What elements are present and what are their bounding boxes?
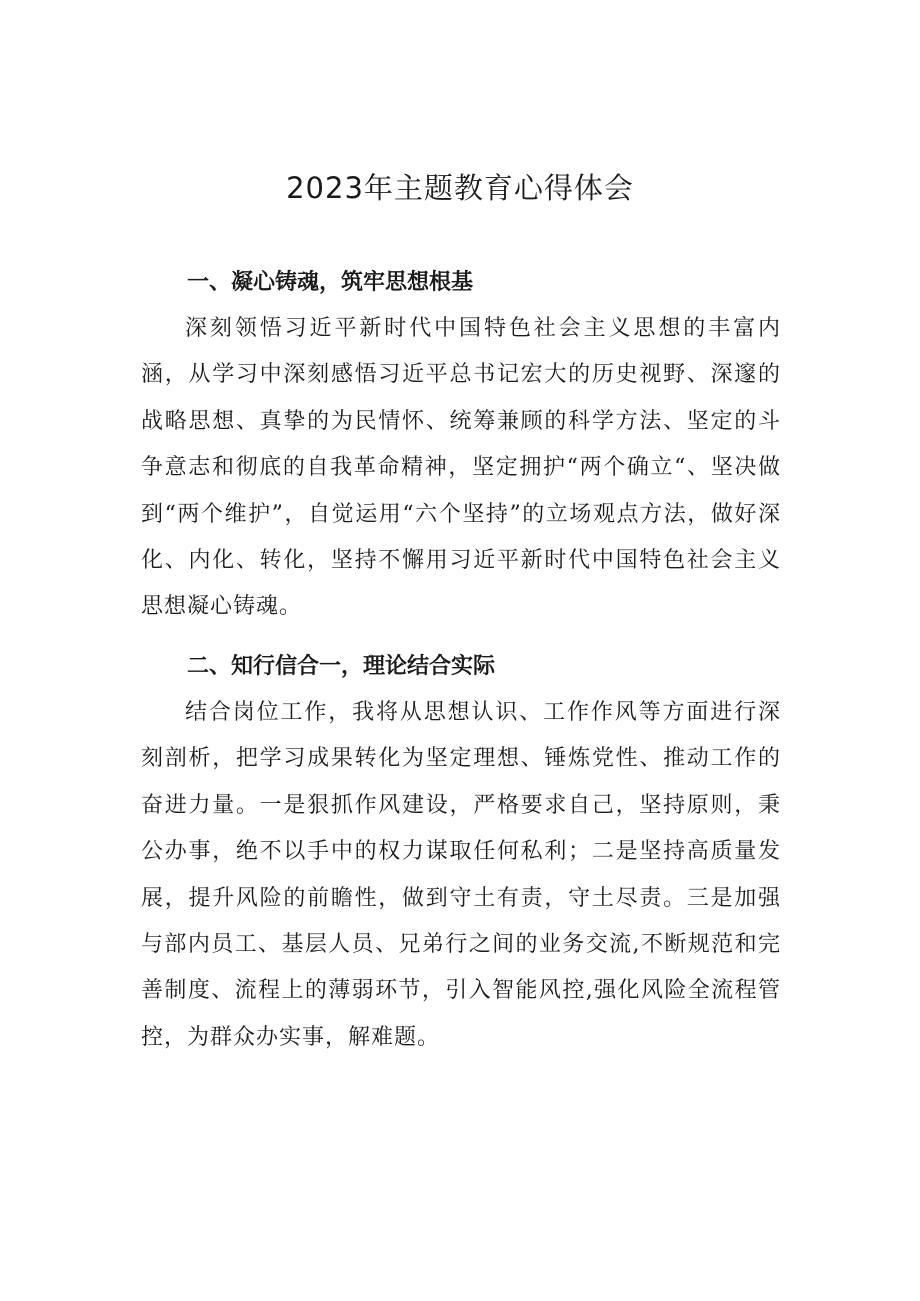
section-2: [141, 644, 781, 1061]
section-1-paragraph: 深刻领悟习近平新时代中国特色社会主义思想的丰富内涵，从学习中深刻感悟习近平总书记宏大的历史视野、深邃的战略思想、真挚的为民情怀、统筹兼顾的科学方法、坚定的斗争意志和彻底的自我革命精神，坚定拥护“两个确立“、坚决做到“两个维护”，自觉运用“六个坚持”的立场观点方法，做好深化、内化、转化，坚持不懈用习近平新时代中国特色社会主义思想凝心铸魂。: [141, 316, 781, 620]
section-1-heading: 一、凝心铸魂，筑牢思想根基: [187, 270, 474, 295]
section-1: [141, 260, 781, 631]
document-title: 2023年主题教育心得体会: [286, 171, 634, 205]
section-2-heading: 二、知行信合一，理论结合实际: [187, 654, 496, 679]
section-2-paragraph: 结合岗位工作，我将从思想认识、工作作风等方面进行深刻剖析，把学习成果转化为坚定理想、锤炼党性、推动工作的奋进力量。一是狠抓作风建设，严格要求自己，坚持原则，秉公办事，绝不以手中的权力谋取任何私利；二是坚持高质量发展，提升风险的前瞻性，做到守土有责，守土尽责。三是加强与部内员工、基层人员、兄弟行之间的业务交流,不断规范和完善制度、流程上的薄弱环节，引入智能风控,强化风险全流程管控，为群众办实事，解难题。: [141, 700, 781, 1050]
